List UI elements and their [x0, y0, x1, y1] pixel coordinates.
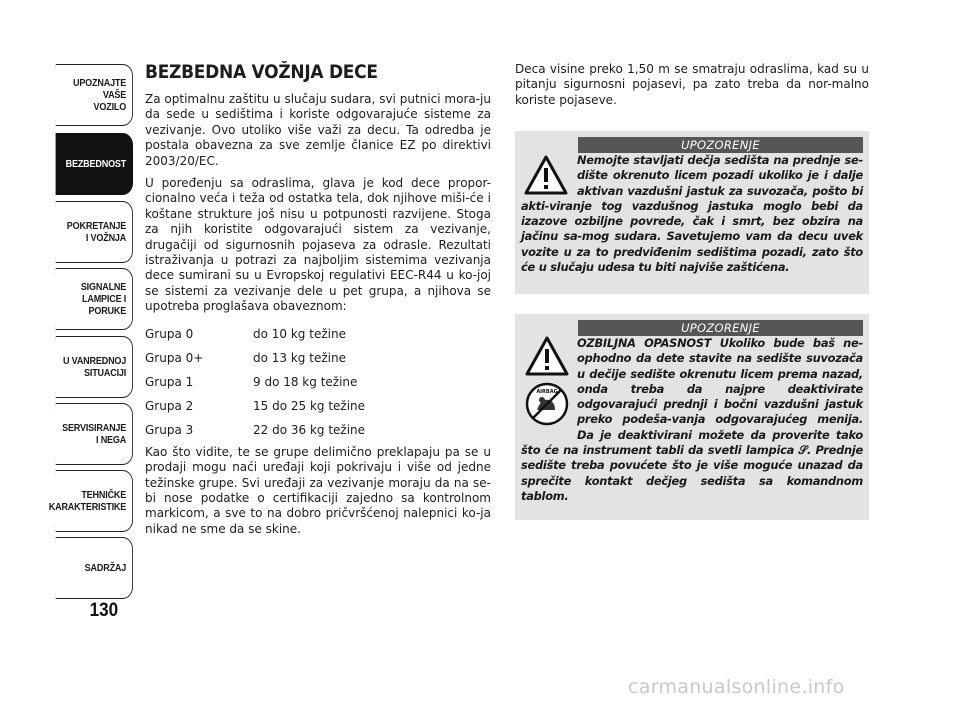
- tab-sadrzaj[interactable]: [56, 537, 133, 599]
- page-number: 130: [89, 600, 119, 621]
- warning-text: [521, 336, 863, 504]
- warning-icons: [523, 336, 569, 436]
- group-weight: 9 do 18 kg težine: [253, 374, 358, 389]
- group-list: [145, 322, 491, 442]
- tab-label: UPOZNAJTE VAŠE VOZILO: [72, 77, 127, 113]
- group-weight: do 10 kg težine: [253, 326, 346, 341]
- no-child-seat-airbag-icon: [525, 382, 569, 426]
- warning-header: UPOZORENJE: [578, 320, 863, 336]
- paragraph-certification: Kao što vidite, te se grupe delimično preklapaju pa se u prodaji mogu naći uređaji koji pokrivaju i više od jedne težinske grupe. Svi uređaji za vezivanje moraju da na se-bi nose podatke o certifikaciji zajedno sa kontrolnom markicom, a sve to na dobro pričvršćenoj nalepnici ko-ja nikad ne sme da se skine.: [145, 444, 491, 536]
- group-name: Grupa 2: [145, 398, 194, 413]
- group-name: Grupa 0: [145, 326, 194, 341]
- tab-pokretanje-i-voznja[interactable]: [56, 201, 133, 263]
- group-weight: do 13 kg težine: [253, 350, 346, 365]
- warning-triangle-icon: [523, 153, 569, 195]
- main-text-column: [145, 62, 491, 544]
- tab-label: SADRŽAJ: [84, 562, 127, 574]
- warning-header: UPOZORENJE: [578, 137, 863, 153]
- airbag-label: AIRBAG: [536, 389, 558, 395]
- warning-box-front-seat: [515, 131, 869, 294]
- chapter-sidebar: [0, 0, 135, 701]
- warning-text-part: . Prednje sedište treba povućete što je više moguće unazad da sprečite kontakt dečjeg sedišta sa komandnom tablom.: [521, 443, 863, 503]
- tab-label: U VANREDNOJ SITUACIJI: [62, 355, 127, 379]
- tab-u-vanrednoj-situaciji[interactable]: [56, 336, 133, 398]
- warning-triangle-icon: [525, 336, 569, 376]
- watermark: carmanualsonline.info: [628, 676, 845, 698]
- tab-label: POKRETANJE I VOŽNJA: [66, 220, 127, 244]
- group-row: [145, 370, 491, 394]
- tab-tehnicke-karakteristike[interactable]: [48, 470, 133, 532]
- paragraph-adults: Deca visine preko 1,50 m se smatraju odraslima, kad su u pitanju sigurnosni pojasevi, pa zato treba da nor-malno koriste pojaseve.: [515, 62, 869, 107]
- tab-servisiranje-i-nega[interactable]: [56, 403, 133, 465]
- group-name: Grupa 0+: [145, 350, 204, 365]
- tab-label: SIGNALNE LAMPICE I PORUKE: [80, 281, 127, 317]
- group-row: [145, 394, 491, 418]
- group-weight: 15 do 25 kg težine: [253, 398, 366, 413]
- tab-label: SERVISIRANJE I NEGA: [62, 422, 127, 446]
- right-text-column: [515, 62, 869, 108]
- paragraph-intro: Za optimalnu zaštitu u slučaju sudara, svi putnici mora-ju da sede u sedištima i koriste odgovarajuće sisteme za vezivanje. Ovo utoliko više važi za decu. Ta odredba je postala obavezna za sve zemlje članice EZ po direktivi 2003/20/EC.: [145, 92, 491, 168]
- paragraph-groups-intro: U poređenju sa odraslima, glava je kod dece propor-cionalno veća i teža od ostatka tela, dok njihove miši-će i koštane strukture još nisu u potpunosti razvijene. Stoga za njih koristite odgovarajući sistem za vezivanje, drugačiji od sigurnosnih pojaseva za odrasle. Rezultati istraživanja u potrazi za najboljim sistemima vezivanja dece sumirani su u Evropskoj regulativi EEC-R44 u ko-joj se sistemi za vezivanje dele u pet grupa, a njihova se upotreba proglašava obaveznom:: [145, 176, 491, 314]
- tab-bezbednost[interactable]: [56, 133, 133, 195]
- tab-signalne-lampice[interactable]: [56, 268, 133, 330]
- group-weight: 22 do 36 kg težine: [253, 422, 366, 437]
- group-name: Grupa 1: [145, 374, 194, 389]
- group-row: [145, 346, 491, 370]
- group-row: [145, 418, 491, 442]
- tab-label: TEHNIČKE KARAKTERISTIKE: [48, 489, 127, 513]
- group-row: [145, 322, 491, 346]
- page-title: BEZBEDNA VOŽNJA DECE: [145, 62, 378, 83]
- warning-text-part: OZBILJNA OPASNOST Ukoliko bude baš ne-ophodno da dete stavite na sedište suvozača u dečije sedište okrenutu licem prema nazad, onda treba da najpre deaktivirate odgovarajući prednji i bočni vazdušni jastuk preko podeša-vanja odgovarajućeg menija. Da je deaktivirani možete da proverite tako što će na instrument tabli da svetli lampica: [521, 336, 863, 458]
- warning-text: Nemojte stavljati dečja sedišta na prednje se-dište okrenuto licem pozadi ukoliko je i dalje aktivan vazdušni jastuk za suvozača, pošto bi akti-viranje tog vazdušnog jastuka moglo bebi da izazove ozbiljne povrede, čak i smrt, bez obzira na jačinu sa-mog sudara. Savetujemo vam da decu uvek vozite u za to predviđenim sedištima pozadi, zato što će u slučaju udesa tu biti najviše zaštićena.: [521, 153, 863, 275]
- warning-box-airbag: [515, 314, 869, 520]
- airbag-off-lamp-icon: 𝒮: [798, 443, 808, 458]
- tab-upoznajte-vase-vozilo[interactable]: [56, 64, 133, 126]
- tab-label: BEZBEDNOST: [65, 158, 127, 170]
- group-name: Grupa 3: [145, 422, 194, 437]
